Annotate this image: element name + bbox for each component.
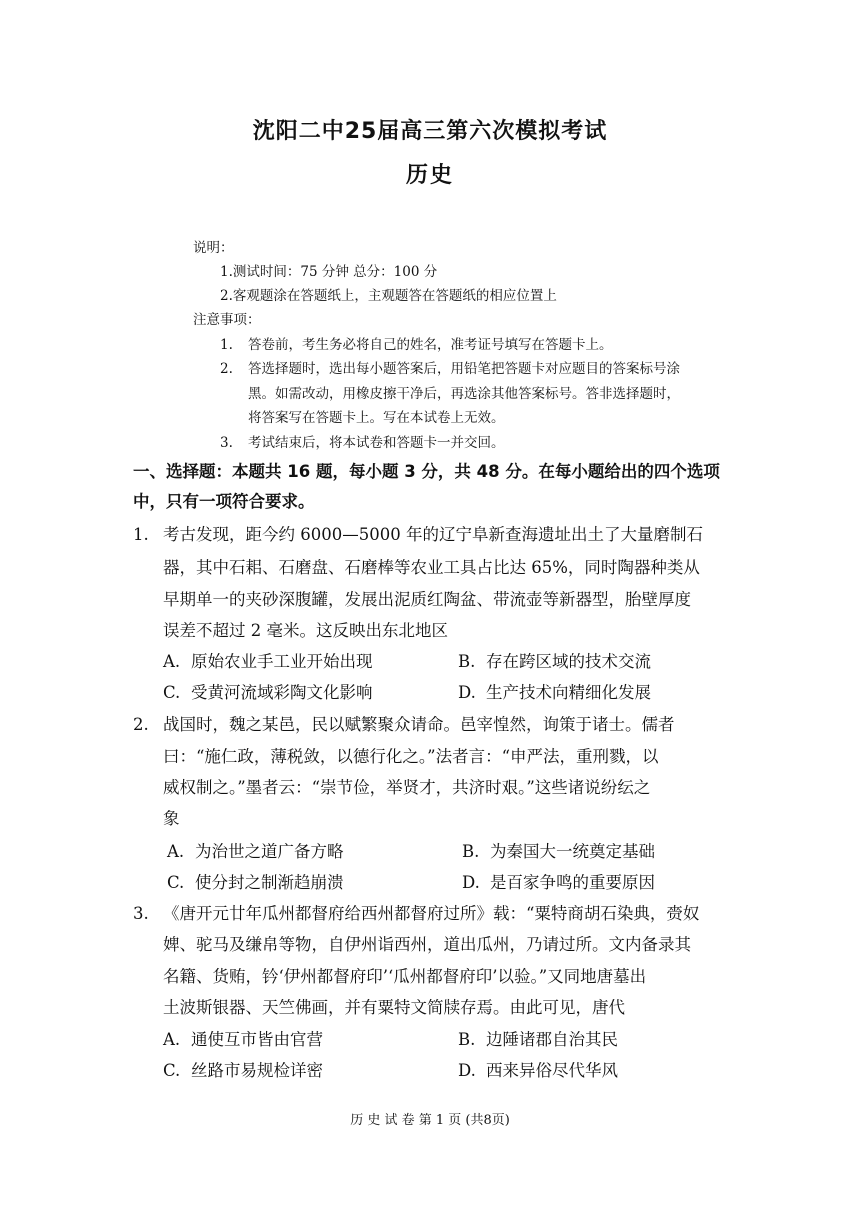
question-text-line: 名籍、货贿，钤‘伊州都督府印’‘瓜州都督府印’以验。”又同地唐墓出	[163, 967, 647, 986]
instructions-label: 说明：	[193, 240, 234, 256]
option-text: 边陲诸郡自治其民	[486, 1030, 618, 1049]
question-text-line: 象	[163, 809, 180, 828]
option-a[interactable]	[163, 647, 373, 677]
note-line: 答选择题时，选出每小题答案后，用铅笔把答题卡对应题目的答案标号涂	[248, 361, 680, 377]
page-footer: 历 史 试 卷 第 1 页 (共8页)	[350, 1113, 510, 1128]
option-text: 丝路市易规检详密	[191, 1061, 323, 1080]
option-letter: A.	[163, 652, 181, 671]
option-text: 通使互市皆由官营	[191, 1030, 323, 1049]
option-letter: C.	[163, 683, 181, 702]
notes-label: 注意事项：	[193, 312, 261, 328]
note-line: 答卷前，考生务必将自己的姓名，准考证号填写在答题卡上。	[248, 337, 613, 353]
option-text: 存在跨区域的技术交流	[486, 652, 651, 671]
option-letter: D.	[458, 1061, 476, 1080]
option-letter: D.	[458, 683, 476, 702]
question-text-line: 器，其中石耜、石磨盘、石磨棒等农业工具占比达 65%，同时陶器种类从	[163, 558, 700, 577]
option-b[interactable]	[458, 647, 651, 677]
option-letter: C.	[167, 873, 185, 892]
option-letter: B.	[458, 1030, 476, 1049]
note-number: 2.	[220, 361, 233, 377]
note-number: 3.	[220, 435, 233, 451]
option-text: 使分封之制渐趋崩溃	[195, 873, 344, 892]
exam-title: 沈阳二中25届高三第六次模拟考试	[252, 119, 608, 144]
option-c[interactable]	[163, 678, 373, 708]
question-text-line: 战国时，魏之某邑，民以赋繁聚众请命。邑宰惶然，询策于诸士。儒者	[163, 715, 675, 734]
question-text-line: 考古发现，距今约 6000—5000 年的辽宁阜新查海遗址出土了大量磨制石	[163, 525, 703, 544]
option-a[interactable]	[167, 837, 344, 867]
question-number: 1.	[133, 525, 149, 544]
option-c[interactable]	[167, 868, 344, 898]
section-heading: 一、选择题：本题共 16 题，每小题 3 分，共 48 分。在每小题给出的四个选项	[133, 462, 720, 481]
option-c[interactable]	[163, 1056, 323, 1086]
option-letter: A.	[167, 842, 185, 861]
question-text-line: 曰：“施仁政，薄税敛，以德行化之。”法者言：“申严法，重刑戮，以	[163, 747, 659, 766]
question-number: 2.	[133, 715, 149, 734]
option-d[interactable]	[462, 868, 655, 898]
note-line: 将答案写在答题卡上。写在本试卷上无效。	[248, 410, 505, 426]
instruction-item: 2.客观题涂在答题纸上，主观题答在答题纸的相应位置上	[220, 288, 557, 304]
question-text-line: 婢、驼马及缣帛等物，自伊州诣西州，道出瓜州，乃请过所。文内备录其	[163, 935, 691, 954]
option-d[interactable]	[458, 678, 651, 708]
question-text-line: 《唐开元廿年瓜州都督府给西州都督府过所》载：“粟特商胡石染典，赍奴	[163, 904, 700, 923]
question-text-line: 威权制之。”墨者云：“崇节俭，举贤才，共济时艰。”这些诸说纷纭之	[163, 778, 651, 797]
note-line: 考试结束后，将本试卷和答题卡一并交回。	[248, 435, 505, 451]
option-letter: B.	[462, 842, 480, 861]
section-heading: 中，只有一项符合要求。	[133, 492, 315, 511]
note-line: 黑。如需改动，用橡皮擦干净后，再选涂其他答案标号。答非选择题时，	[248, 386, 680, 402]
note-number: 1.	[220, 337, 233, 353]
option-text: 为秦国大一统奠定基础	[490, 842, 655, 861]
option-text: 原始农业手工业开始出现	[191, 652, 373, 671]
option-a[interactable]	[163, 1025, 323, 1055]
question-text-line: 土波斯银器、天竺佛画，并有粟特文简牍存焉。由此可见，唐代	[163, 998, 625, 1017]
option-letter: B.	[458, 652, 476, 671]
question-number: 3.	[133, 904, 149, 923]
instruction-item: 1.测试时间：75 分钟 总分：100 分	[220, 264, 438, 280]
option-text: 西来异俗尽代华风	[486, 1061, 618, 1080]
subject-title: 历史	[405, 163, 454, 188]
question-text-line: 早期单一的夹砂深腹罐，发展出泥质红陶盆、带流壶等新器型，胎壁厚度	[163, 590, 691, 609]
option-letter: C.	[163, 1061, 181, 1080]
question-text-line: 误差不超过 2 毫米。这反映出东北地区	[163, 621, 448, 640]
option-letter: D.	[462, 873, 480, 892]
option-text: 是百家争鸣的重要原因	[490, 873, 655, 892]
option-d[interactable]	[458, 1056, 618, 1086]
option-b[interactable]	[462, 837, 655, 867]
option-text: 受黄河流域彩陶文化影响	[191, 683, 373, 702]
option-text: 为治世之道广备方略	[195, 842, 344, 861]
option-letter: A.	[163, 1030, 181, 1049]
option-b[interactable]	[458, 1025, 618, 1055]
option-text: 生产技术向精细化发展	[486, 683, 651, 702]
